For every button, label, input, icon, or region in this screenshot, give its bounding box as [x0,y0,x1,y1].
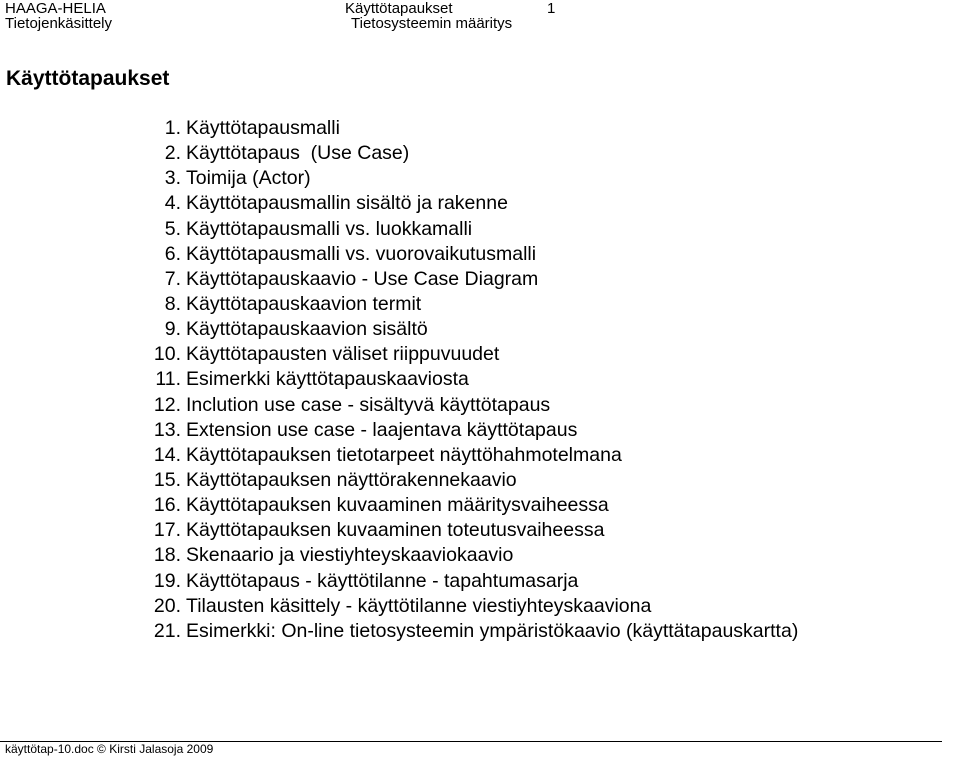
toc-item-number: 4. [164,192,181,215]
toc-item-8 [148,292,798,317]
toc-item-text: Käyttötapaus (Use Case) [186,142,410,165]
toc-item-11 [148,367,798,392]
toc-item-text: Skenaario ja viestiyhteyskaaviokaavio [186,544,514,567]
header-page-number: 1 [547,0,556,17]
toc-item-text: Käyttötapauskaavion termit [186,292,422,315]
toc-item-9 [148,317,798,342]
toc-item-4 [148,191,798,216]
toc-item-number: 11. [155,368,181,391]
toc-item-text: Käyttötapausmalli vs. luokkamalli [186,217,473,240]
toc-item-18 [148,543,798,568]
header-subject: Tietosysteemin määritys [351,15,513,32]
toc-item-text: Käyttötapauskaavion sisältö [186,318,428,341]
toc-item-number: 10. [153,343,181,366]
toc-item-17 [148,518,798,543]
toc-item-2 [148,141,798,166]
toc-item-number: 5. [164,217,181,240]
toc-item-text: Käyttötapauskaavio - Use Case Diagram [186,267,539,290]
toc-item-number: 9. [164,318,181,341]
toc-item-13 [148,418,798,443]
toc-item-number: 3. [164,167,181,190]
toc-item-1 [148,116,798,141]
toc-item-number: 20. [153,594,181,617]
toc-item-number: 14. [153,443,181,466]
toc-item-14 [148,443,798,468]
toc-item-text: Käyttötapauksen tietotarpeet näyttöhahmotelmana [186,443,622,466]
toc-item-number: 19. [153,569,181,592]
toc-item-number: 7. [164,267,181,290]
toc-item-7 [148,267,798,292]
toc-item-3 [148,166,798,191]
table-of-contents [148,116,798,644]
toc-item-number: 6. [164,242,181,265]
toc-item-15 [148,468,798,493]
toc-item-number: 12. [153,393,181,416]
toc-item-text: Käyttötapauksen kuvaaminen määritysvaiheessa [186,494,609,517]
toc-item-text: Toimija (Actor) [186,167,311,190]
toc-item-text: Käyttötapausten väliset riippuvuudet [186,343,500,366]
toc-item-number: 1. [164,117,181,139]
toc-item-12 [148,393,798,418]
toc-item-19 [148,569,798,594]
toc-item-text: Extension use case - laajentava käyttötapaus [186,418,578,441]
toc-item-text: Käyttötapaus - käyttötilanne - tapahtumasarja [186,569,579,592]
toc-item-6 [148,242,798,267]
toc-item-20 [148,594,798,619]
toc-item-number: 8. [164,292,181,315]
toc-item-text: Käyttötapausmallin sisältö ja rakenne [186,192,508,215]
toc-item-5 [148,217,798,242]
page-title: Käyttötapaukset [6,67,170,90]
toc-item-number: 21. [153,619,181,642]
toc-item-number: 18. [153,544,181,567]
toc-item-text: Tilausten käsittely - käyttötilanne viestiyhteyskaaviona [186,594,652,617]
toc-item-10 [148,342,798,367]
toc-item-text: Käyttötapausmalli [186,117,340,139]
toc-item-number: 17. [153,519,181,542]
toc-item-16 [148,493,798,518]
header-organization: HAAGA-HELIA [5,0,106,17]
header-document-title: Käyttötapaukset [345,0,453,17]
header-department: Tietojenkäsittely [5,15,112,32]
toc-item-text: Käyttötapauksen näyttörakennekaavio [186,468,517,491]
toc-item-text: Esimerkki käyttötapauskaaviosta [186,368,469,391]
toc-item-number: 13. [153,418,181,441]
toc-item-21 [148,619,798,644]
footer-text: käyttötap-10.doc © Kirsti Jalasoja 2009 [5,742,214,756]
toc-item-text: Inclution use case - sisältyvä käyttötapaus [186,393,551,416]
toc-item-number: 16. [153,494,181,517]
toc-item-number: 2. [164,142,181,165]
toc-item-text: Käyttötapausmalli vs. vuorovaikutusmalli [186,242,537,265]
toc-item-number: 15. [153,468,181,491]
toc-item-text: Käyttötapauksen kuvaaminen toteutusvaiheessa [186,519,605,542]
toc-item-text: Esimerkki: On-line tietosysteemin ympäristökaavio (käyttätapauskartta) [186,619,799,642]
